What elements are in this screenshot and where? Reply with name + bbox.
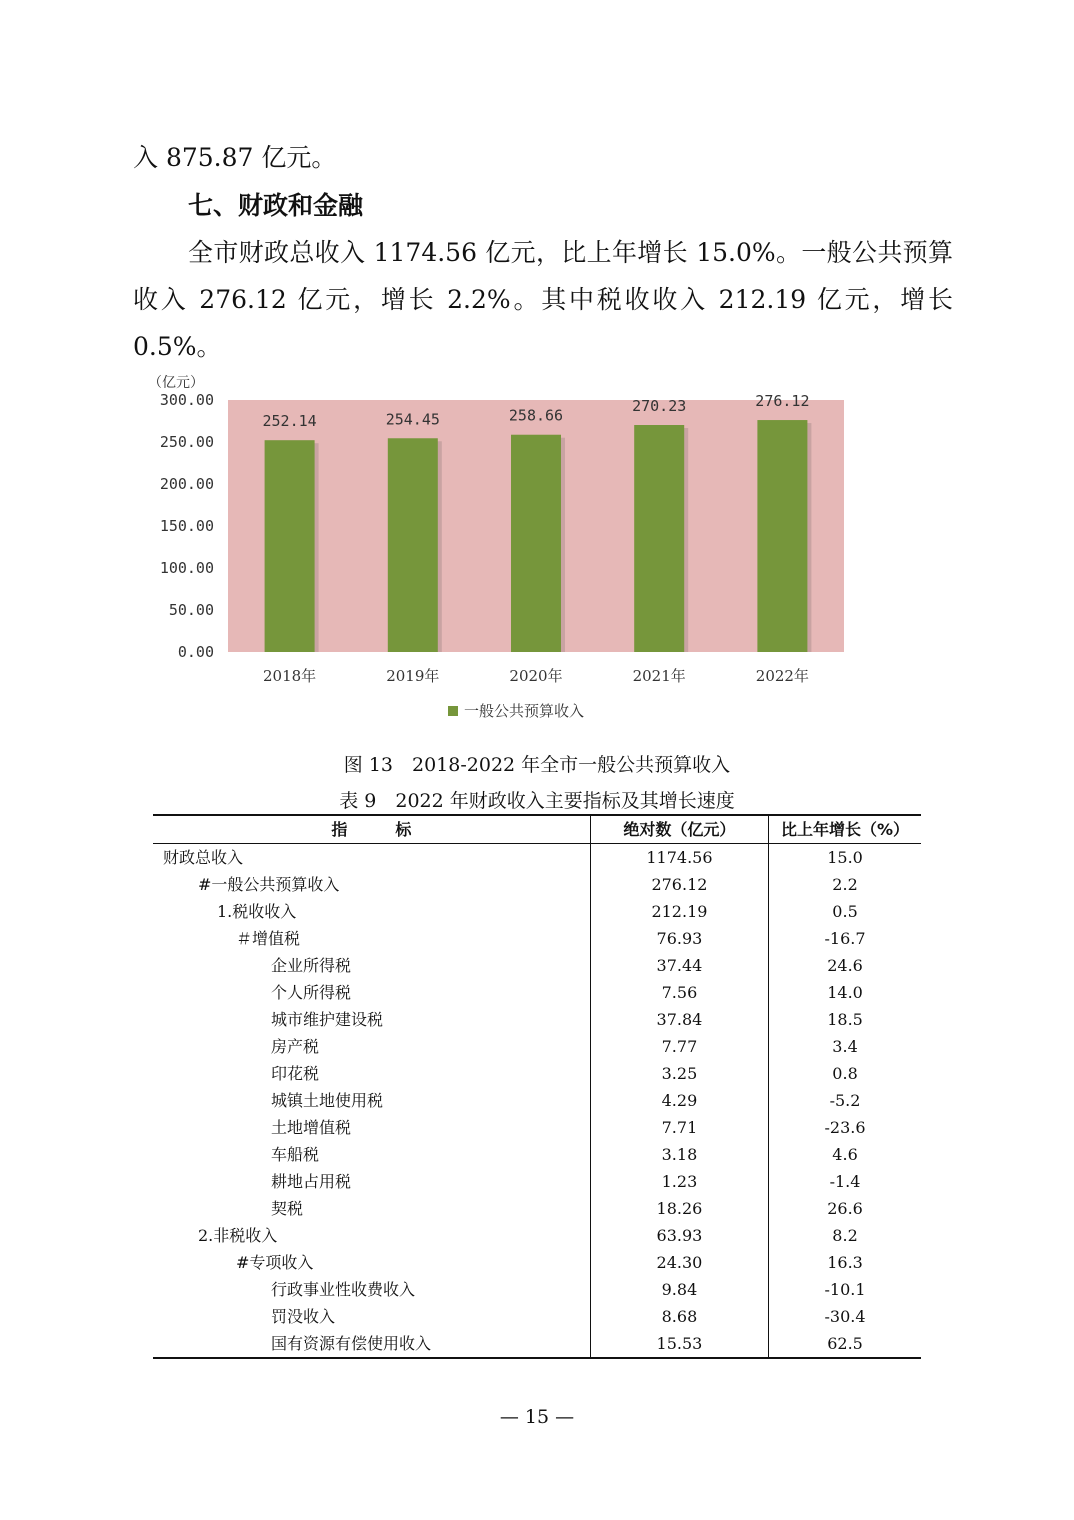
x-tick-label: 2018年 bbox=[263, 667, 317, 685]
row-indicator: 城市维护建设税 bbox=[153, 1006, 590, 1033]
row-indicator: 企业所得税 bbox=[153, 952, 590, 979]
row-growth: -1.4 bbox=[829, 1171, 861, 1191]
row-growth: -10.1 bbox=[824, 1279, 866, 1299]
y-tick-label: 150.00 bbox=[159, 517, 214, 535]
bar-value-label: 270.23 bbox=[632, 397, 687, 416]
row-indicator: 印花税 bbox=[153, 1060, 590, 1087]
bar bbox=[511, 435, 561, 652]
table-row bbox=[153, 1087, 921, 1114]
row-value: 15.53 bbox=[590, 1330, 768, 1358]
table-row bbox=[153, 1060, 921, 1087]
row-indicator: 土地增值税 bbox=[153, 1114, 590, 1141]
row-growth: 14.0 bbox=[827, 982, 863, 1002]
legend-swatch bbox=[448, 706, 458, 716]
table-row bbox=[153, 1168, 921, 1195]
row-value: 3.25 bbox=[590, 1060, 768, 1087]
y-tick-label: 100.00 bbox=[159, 559, 214, 577]
header-absolute-value: 绝对数（亿元） bbox=[590, 815, 768, 844]
table-row bbox=[153, 1249, 921, 1276]
row-indicator: 城镇土地使用税 bbox=[153, 1087, 590, 1114]
bar bbox=[634, 425, 684, 652]
paragraph-continuation: 入 875.87 亿元。 bbox=[133, 143, 337, 172]
row-indicator: #专项收入 bbox=[153, 1249, 590, 1276]
row-growth: 18.5 bbox=[827, 1009, 863, 1029]
row-growth: -23.6 bbox=[824, 1117, 866, 1137]
row-indicator: #一般公共预算收入 bbox=[153, 871, 590, 898]
row-growth: -16.7 bbox=[824, 928, 866, 948]
figure-caption: 图 13 2018-2022 年全市一般公共预算收入 bbox=[343, 754, 731, 776]
row-indicator: 耕地占用税 bbox=[153, 1168, 590, 1195]
row-value: 8.68 bbox=[590, 1303, 768, 1330]
row-value: 7.77 bbox=[590, 1033, 768, 1060]
table-row bbox=[153, 898, 921, 925]
row-indicator: 车船税 bbox=[153, 1141, 590, 1168]
row-value: 37.44 bbox=[590, 952, 768, 979]
bar-value-label: 254.45 bbox=[385, 410, 440, 429]
row-indicator: 财政总收入 bbox=[153, 844, 590, 872]
table-header-row bbox=[153, 815, 921, 844]
revenue-table bbox=[153, 814, 921, 1359]
header-indicator: 指 标 bbox=[153, 815, 590, 844]
row-growth: -5.2 bbox=[829, 1090, 861, 1110]
table-row bbox=[153, 1141, 921, 1168]
row-growth: 62.5 bbox=[769, 1330, 921, 1358]
section-heading: 七、财政和金融 bbox=[188, 191, 364, 220]
row-value: 7.56 bbox=[590, 979, 768, 1006]
row-growth: 15.0 bbox=[827, 847, 863, 867]
row-growth: 16.3 bbox=[827, 1252, 863, 1272]
bar bbox=[757, 420, 807, 652]
table-row bbox=[153, 871, 921, 898]
row-value: 212.19 bbox=[590, 898, 768, 925]
row-value: 3.18 bbox=[590, 1141, 768, 1168]
table-row bbox=[153, 1330, 921, 1358]
row-growth: 4.6 bbox=[832, 1144, 858, 1164]
row-growth: 24.6 bbox=[827, 955, 863, 975]
bar-value-label: 276.12 bbox=[755, 392, 810, 411]
y-tick-label: 0.00 bbox=[177, 643, 214, 661]
table-row bbox=[153, 952, 921, 979]
row-indicator: 2.非税收入 bbox=[153, 1222, 590, 1249]
row-value: 7.71 bbox=[590, 1114, 768, 1141]
row-indicator: 罚没收入 bbox=[153, 1303, 590, 1330]
row-growth: -30.4 bbox=[824, 1306, 866, 1326]
row-value: 63.93 bbox=[590, 1222, 768, 1249]
table-row bbox=[153, 1303, 921, 1330]
table-row bbox=[153, 925, 921, 952]
y-tick-label: 250.00 bbox=[159, 433, 214, 451]
y-axis-unit-label: （亿元） bbox=[148, 375, 204, 391]
paragraph-main: 全市财政总收入 1174.56 亿元，比上年增长 15.0%。一般公共预算收入 276.12 亿元，增长 2.2%。其中税收收入 212.19 亿元，增长 0.5%。 bbox=[133, 238, 953, 361]
x-tick-label: 2020年 bbox=[509, 667, 563, 685]
row-growth: 8.2 bbox=[832, 1225, 858, 1245]
row-growth: 2.2 bbox=[832, 874, 858, 894]
row-value: 24.30 bbox=[590, 1249, 768, 1276]
row-indicator: 契税 bbox=[153, 1195, 590, 1222]
table-row bbox=[153, 979, 921, 1006]
row-value: 1174.56 bbox=[590, 844, 768, 872]
row-indicator: 1.税收收入 bbox=[153, 898, 590, 925]
table-row bbox=[153, 1195, 921, 1222]
row-indicator: 房产税 bbox=[153, 1033, 590, 1060]
row-indicator: 行政事业性收费收入 bbox=[153, 1276, 590, 1303]
row-value: 276.12 bbox=[590, 871, 768, 898]
row-value: 76.93 bbox=[590, 925, 768, 952]
table-caption: 表 9 2022 年财政收入主要指标及其增长速度 bbox=[339, 790, 735, 812]
table-row bbox=[153, 1276, 921, 1303]
row-value: 9.84 bbox=[590, 1276, 768, 1303]
chart-svg bbox=[140, 372, 860, 732]
table-row bbox=[153, 1006, 921, 1033]
bar-value-label: 252.14 bbox=[262, 412, 317, 431]
legend-label: 一般公共预算收入 bbox=[464, 702, 585, 720]
row-growth: 0.5 bbox=[832, 901, 858, 921]
revenue-bar-chart bbox=[140, 372, 860, 732]
table-row bbox=[153, 1114, 921, 1141]
y-tick-label: 300.00 bbox=[159, 391, 214, 409]
row-indicator: 个人所得税 bbox=[153, 979, 590, 1006]
row-value: 37.84 bbox=[590, 1006, 768, 1033]
row-value: 4.29 bbox=[590, 1087, 768, 1114]
y-tick-label: 50.00 bbox=[168, 601, 214, 619]
table-row bbox=[153, 1222, 921, 1249]
bar bbox=[388, 438, 438, 652]
row-growth: 26.6 bbox=[827, 1198, 863, 1218]
row-value: 1.23 bbox=[590, 1168, 768, 1195]
page-number: — 15 — bbox=[499, 1406, 575, 1428]
bar bbox=[265, 440, 315, 652]
x-tick-label: 2019年 bbox=[386, 667, 440, 685]
table-row bbox=[153, 844, 921, 872]
row-indicator: ＃增值税 bbox=[153, 925, 590, 952]
x-tick-label: 2021年 bbox=[632, 667, 686, 685]
row-value: 18.26 bbox=[590, 1195, 768, 1222]
x-tick-label: 2022年 bbox=[755, 667, 809, 685]
bar-value-label: 258.66 bbox=[508, 406, 564, 425]
header-growth: 比上年增长（%） bbox=[781, 819, 910, 839]
row-growth: 0.8 bbox=[832, 1063, 858, 1083]
y-tick-label: 200.00 bbox=[159, 475, 214, 493]
table-row bbox=[153, 1033, 921, 1060]
row-growth: 3.4 bbox=[832, 1036, 858, 1056]
row-indicator: 国有资源有偿使用收入 bbox=[153, 1330, 590, 1358]
